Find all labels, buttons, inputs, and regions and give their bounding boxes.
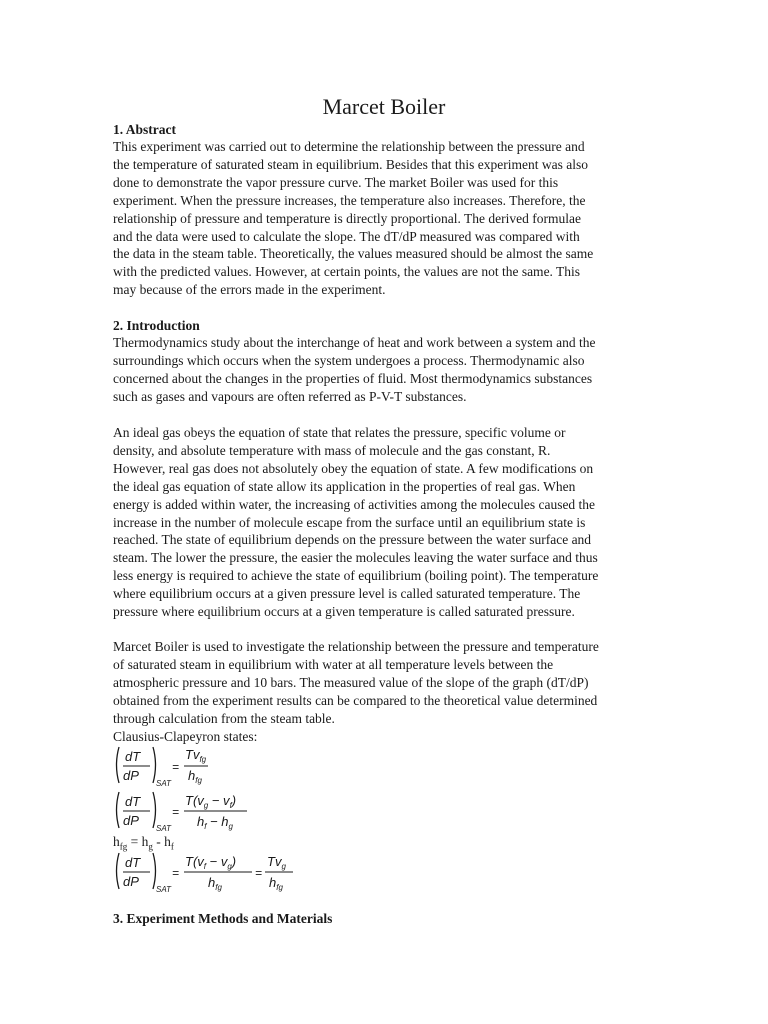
introduction-paragraph-2: An ideal gas obeys the equation of state that relates the pressure, specific volume or density, and absolute temperature with mass of molecule and the gas constant, R. However, real gas does not absolutely obey the equation of state. A few modifications on the ideal gas equation of state allow its application in the properties of real gas. When energy is added within water, the increasing of activities among the molecules caused the increase in the number of molecule escape from the surface until an equilibrium state is reached. The state of equilibrium depends on the pressure between the water surface and steam. The lower the pressure, the easier the molecules leaving the water surface and thus less energy is required to achieve the state of equilibrium (boiling point). The temperature where equilibrium occurs at a given pressure level is called saturated temperature. The pressure where equilibrium occurs at a given temperature is called saturated pressure. <box>113 425 599 620</box>
clausius-clapeyron-equation-1 <box>113 744 233 795</box>
eq3-middle-numerator: $T(v_f - v_g)$ <box>185 854 237 871</box>
eq1-rhs-numerator: $Tv_{fg}$ <box>185 747 207 764</box>
eq1-sat-label: SAT <box>156 779 171 788</box>
eq3-right-numerator: $Tv_g$ <box>267 854 286 871</box>
eq3-equals-1: = <box>172 866 180 880</box>
introduction-paragraph-3: Marcet Boiler is used to investigate the relationship between the pressure and temperature of saturated steam in equilibrium with water at all temperature levels between the atmospheric pressure and 10 bars. The measured value of the slope of the graph (dT/dP) obtained from the experiment results can be compared to the theoretical value determined through calculation from the steam table. Clausius-Clapeyron states: <box>113 639 599 744</box>
eq1-rhs-denominator: $h_{fg}$ <box>188 768 202 785</box>
eq3-right-denominator: $h_{fg}$ <box>269 875 283 892</box>
eq2-equals: = <box>172 805 180 819</box>
eq1-lhs-numerator: dT <box>125 749 141 764</box>
eq2-sat-label: SAT <box>156 824 171 833</box>
eq2-lhs-denominator: dP <box>123 813 139 828</box>
clausius-clapeyron-equation-3 <box>113 850 313 901</box>
eq3-lhs-denominator: dP <box>123 874 139 889</box>
eq2-rhs-denominator: $h_f - h_g$ <box>197 814 233 831</box>
abstract-paragraph: This experiment was carried out to determine the relationship between the pressure and the temperature of saturated steam in equilibrium. Besides that this experiment was also done to demonstrate the vapor pressure curve. The market Boiler was used for this experiment. When the pressure increases, the temperature also increases. Therefore, the relationship of pressure and temperature is directly proportional. The derived formulae and the data were used to calculate the slope. The dT/dP measured was compared with the data in the steam table. Theoretically, the values measured should be almost the same with the predicted values. However, at certain points, the values are not the same. This may because of the errors made in the experiment. <box>113 139 594 298</box>
hfg-relation: $h_{fg} = h_g - h_f$ <box>113 834 174 852</box>
eq1-equals: = <box>172 760 180 774</box>
abstract-heading: 1. Abstract <box>113 122 176 137</box>
methods-heading: 3. Experiment Methods and Materials <box>113 911 333 926</box>
eq3-equals-2: = <box>255 866 263 880</box>
eq2-rhs-numerator: $T(v_g - v_f)$ <box>185 793 237 810</box>
introduction-paragraph-1: Thermodynamics study about the interchange of heat and work between a system and the surroundings which occurs when the system undergoes a process. Thermodynamic also concerned about the changes in the properties of fluid. Most thermodynamics substances such as gases and vapours are often referred as P-V-T substances. <box>113 335 596 404</box>
eq3-sat-label: SAT <box>156 885 171 894</box>
document-title: Marcet Boiler <box>322 94 446 119</box>
eq2-lhs-numerator: dT <box>125 794 141 809</box>
introduction-heading: 2. Introduction <box>113 318 200 333</box>
eq3-middle-denominator: $h_{fg}$ <box>208 875 222 892</box>
eq1-lhs-denominator: dP <box>123 768 139 783</box>
eq3-lhs-numerator: dT <box>125 855 141 870</box>
